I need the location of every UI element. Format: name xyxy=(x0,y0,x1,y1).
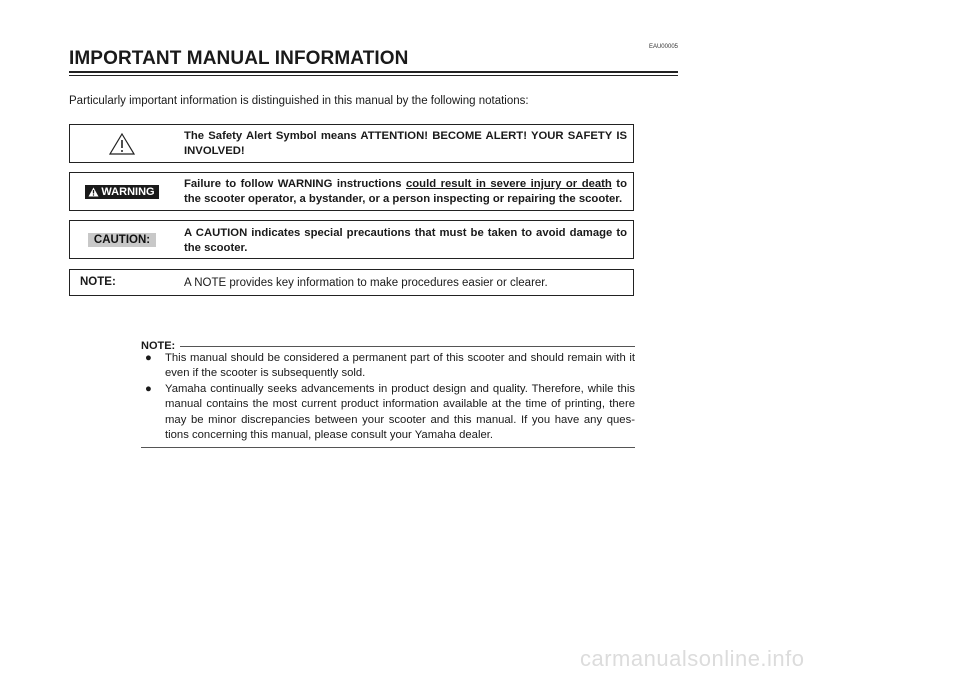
note-label: NOTE: xyxy=(80,276,116,288)
caution-box xyxy=(69,220,634,259)
list-item-text: Yamaha continually seeks advancements in product design and quality. Therefore, while this manual contains the most current product information available at the time of printing, there may be minor discrepancies between your scooter and this manual. If you have any ques-tions concerning this manual, please consult your Yamaha dealer. xyxy=(165,382,635,442)
bullet: ● xyxy=(145,382,152,395)
title-rule xyxy=(69,71,678,73)
watermark: carmanualsonline.info xyxy=(580,646,805,671)
warning-badge-wrap xyxy=(70,173,174,210)
list-item-text: This manual should be considered a permanent part of this scooter and should remain with it even if the scooter is subsequently sold. xyxy=(165,352,635,380)
alert-triangle-icon xyxy=(88,187,99,197)
warning-badge-label: WARNING xyxy=(101,185,155,198)
caution-text: A CAUTION indicates special precautions that must be taken to avoid damage to the scooter. xyxy=(184,227,627,254)
note-text: A NOTE provides key information to make procedures easier or clearer. xyxy=(184,277,548,289)
warning-box xyxy=(69,172,634,211)
list-item xyxy=(141,382,635,444)
note-section-list xyxy=(141,351,635,443)
note-section-bottom-rule xyxy=(141,447,635,448)
warning-text xyxy=(184,177,627,207)
note-box xyxy=(69,269,634,296)
intro-text: Particularly important information is distinguished in this manual by the following notations: xyxy=(69,95,529,107)
warning-text-before: Failure to follow WARNING instructions xyxy=(184,178,406,190)
safety-alert-text: The Safety Alert Symbol means ATTENTION! BECOME ALERT! YOUR SAFETY IS INVOLVED! xyxy=(184,130,627,157)
warning-triangle-icon xyxy=(70,125,174,162)
warning-badge xyxy=(85,185,158,199)
note-section-label: NOTE: xyxy=(141,340,176,352)
page-title: IMPORTANT MANUAL INFORMATION xyxy=(69,48,409,69)
caution-badge-wrap xyxy=(70,221,174,258)
warning-text-emphasis: could result in severe injury or death xyxy=(406,178,612,190)
note-section-rule xyxy=(180,346,635,347)
list-item xyxy=(141,351,635,382)
warning-text-after: to the scooter operator, a bystander, or a person inspecting or repairing the scooter. xyxy=(184,178,627,205)
safety-alert-box xyxy=(69,124,634,163)
bullet: ● xyxy=(145,352,152,364)
title-rule-thin xyxy=(69,75,678,76)
caution-badge: CAUTION: xyxy=(88,233,156,247)
document-code: EAU00005 xyxy=(648,44,678,50)
